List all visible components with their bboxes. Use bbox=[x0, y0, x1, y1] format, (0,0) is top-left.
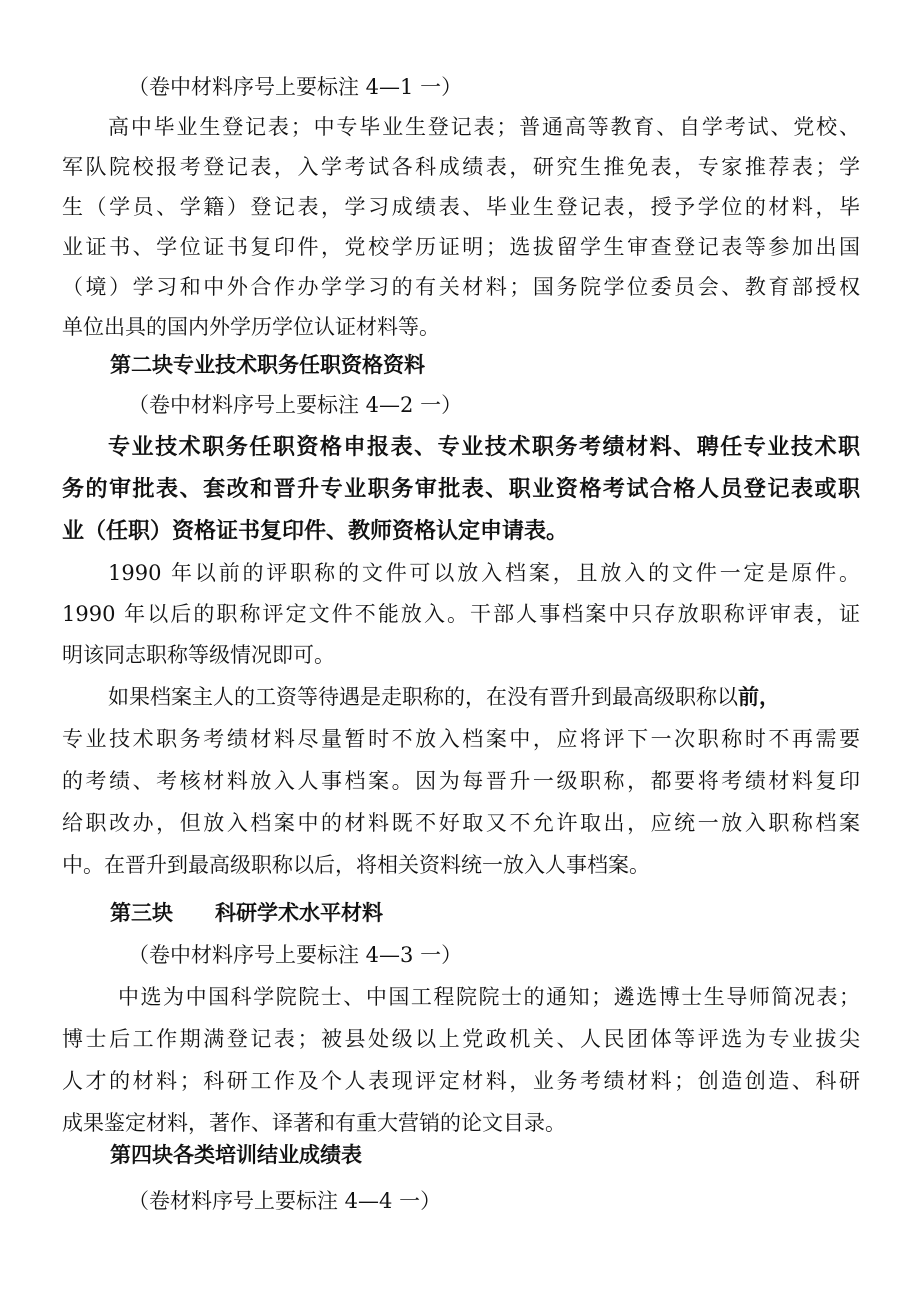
paragraph-line: 专业技术职务考绩材料尽量暂时不放入档案中，应将评下一次职称时不再需要 bbox=[62, 727, 860, 751]
paragraph-line: 业证书、学位证书复印件，党校学历证明；选拔留学生审查登记表等参加出国 bbox=[62, 235, 860, 259]
paragraph-line: 博士后工作期满登记表；被县处级以上党政机关、人民团体等评选为专业拔尖 bbox=[62, 1027, 860, 1051]
material-number-note: （卷中材料序号上要标注 4—1 一） bbox=[128, 75, 463, 99]
paragraph-line: 单位出具的国内外学历学位认证材料等。 bbox=[62, 315, 440, 339]
paragraph-line: 高中毕业生登记表；中专毕业生登记表；普通高等教育、自学考试、党校、 bbox=[108, 115, 860, 139]
paragraph-line: 务的审批表、套改和晋升专业职务审批表、职业资格考试合格人员登记表或职 bbox=[62, 476, 860, 502]
paragraph-line: 专业技术职务任职资格申报表、专业技术职务考绩材料、聘任专业技术职 bbox=[108, 434, 860, 460]
bold-word: 前， bbox=[738, 684, 780, 709]
material-number-note: （卷中材料序号上要标注 4—3 一） bbox=[128, 943, 463, 967]
paragraph-line: 成果鉴定材料，著作、译著和有重大营销的论文目录。 bbox=[62, 1111, 566, 1135]
paragraph-line: 业（任职）资格证书复印件、教师资格认定申请表。 bbox=[62, 518, 569, 544]
section-heading: 第三块 科研学术水平材料 bbox=[110, 900, 383, 925]
material-number-note: （卷中材料序号上要标注 4—2 一） bbox=[128, 393, 463, 417]
paragraph-line: 中。在晋升到最高级职称以后，将相关资料统一放入人事档案。 bbox=[62, 853, 650, 877]
paragraph-line: 人才的材料；科研工作及个人表现评定材料，业务考绩材料；创造创造、科研 bbox=[62, 1069, 860, 1093]
paragraph-line: 军队院校报考登记表，入学考试各科成绩表，研究生推免表，专家推荐表；学 bbox=[62, 155, 860, 179]
section-heading: 第二块专业技术职务任职资格资料 bbox=[110, 352, 425, 377]
paragraph-line: 生（学员、学籍）登记表，学习成绩表、毕业生登记表，授予学位的材料，毕 bbox=[62, 195, 860, 219]
paragraph-line: 如果档案主人的工资等待遇是走职称的，在没有晋升到最高级职称以前， bbox=[108, 684, 780, 709]
paragraph-line: 明该同志职称等级情况即可。 bbox=[62, 643, 335, 667]
paragraph-line: 中选为中国科学院院士、中国工程院院士的通知；遴选博士生导师简况表； bbox=[118, 985, 860, 1009]
section-heading: 第四块各类培训结业成绩表 bbox=[110, 1142, 362, 1167]
paragraph-line: （境）学习和中外合作办学学习的有关材料；国务院学位委员会、教育部授权 bbox=[62, 275, 860, 299]
paragraph-line: 1990 年以后的职称评定文件不能放入。干部人事档案中只存放职称评审表，证 bbox=[62, 602, 860, 626]
paragraph-line: 的考绩、考核材料放入人事档案。因为每晋升一级职称，都要将考绩材料复印 bbox=[62, 769, 860, 793]
material-number-note: （卷材料序号上要标注 4—4 一） bbox=[128, 1189, 442, 1213]
paragraph-line: 给职改办，但放入档案中的材料既不好取又不允许取出，应统一放入职称档案 bbox=[62, 811, 860, 835]
paragraph-line: 1990 年以前的评职称的文件可以放入档案，且放入的文件一定是原件。 bbox=[108, 561, 860, 585]
